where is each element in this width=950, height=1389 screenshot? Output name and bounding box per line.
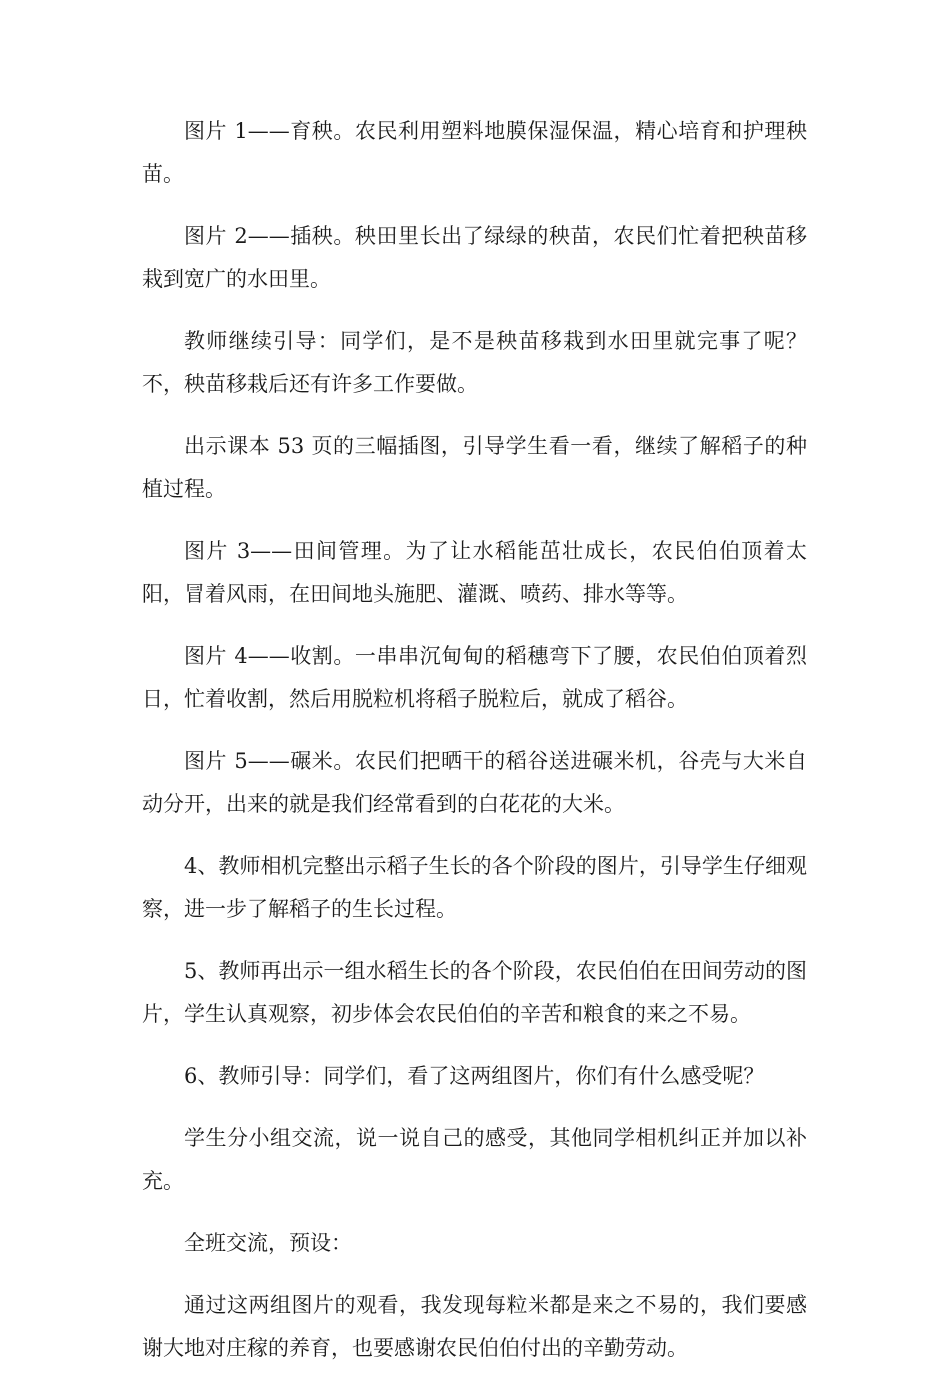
paragraph-7: 图片 5——碾米。农民们把晒干的稻谷送进碾米机，谷壳与大米自动分开，出来的就是我们经常看到的白花花的大米。 [142,749,807,816]
paragraph-12: 全班交流，预设： [184,1231,352,1255]
paragraph-2: 图片 2——插秧。秧田里长出了绿绿的秧苗，农民们忙着把秧苗移栽到宽广的水田里。 [142,224,807,291]
paragraph-11: 学生分小组交流，说一说自己的感受，其他同学相机纠正并加以补充。 [142,1126,807,1193]
paragraph-9: 5、教师再出示一组水稻生长的各个阶段，农民伯伯在田间劳动的图片，学生认真观察，初步体会农民伯伯的辛苦和粮食的来之不易。 [142,959,807,1026]
paragraph-4: 出示课本 53 页的三幅插图，引导学生看一看，继续了解稻子的种植过程。 [142,434,807,501]
paragraph-10: 6、教师引导：同学们，看了这两组图片，你们有什么感受呢？ [184,1064,765,1088]
document-body [142,110,807,1389]
paragraph-8: 4、教师相机完整出示稻子生长的各个阶段的图片，引导学生仔细观察，进一步了解稻子的生长过程。 [142,854,807,921]
paragraph-3: 教师继续引导：同学们，是不是秧苗移栽到水田里就完事了呢？不，秧苗移栽后还有许多工作要做。 [142,329,807,396]
paragraph-13: 通过这两组图片的观看，我发现每粒米都是来之不易的，我们要感谢大地对庄稼的养育，也要感谢农民伯伯付出的辛勤劳动。 [142,1293,807,1360]
paragraph-1: 图片 1——育秧。农民利用塑料地膜保湿保温，精心培育和护理秧苗。 [142,119,807,186]
paragraph-6: 图片 4——收割。一串串沉甸甸的稻穗弯下了腰，农民伯伯顶着烈日，忙着收割，然后用脱粒机将稻子脱粒后，就成了稻谷。 [142,644,807,711]
paragraph-5: 图片 3——田间管理。为了让水稻能茁壮成长，农民伯伯顶着太阳，冒着风雨，在田间地头施肥、灌溉、喷药、排水等等。 [142,539,807,606]
